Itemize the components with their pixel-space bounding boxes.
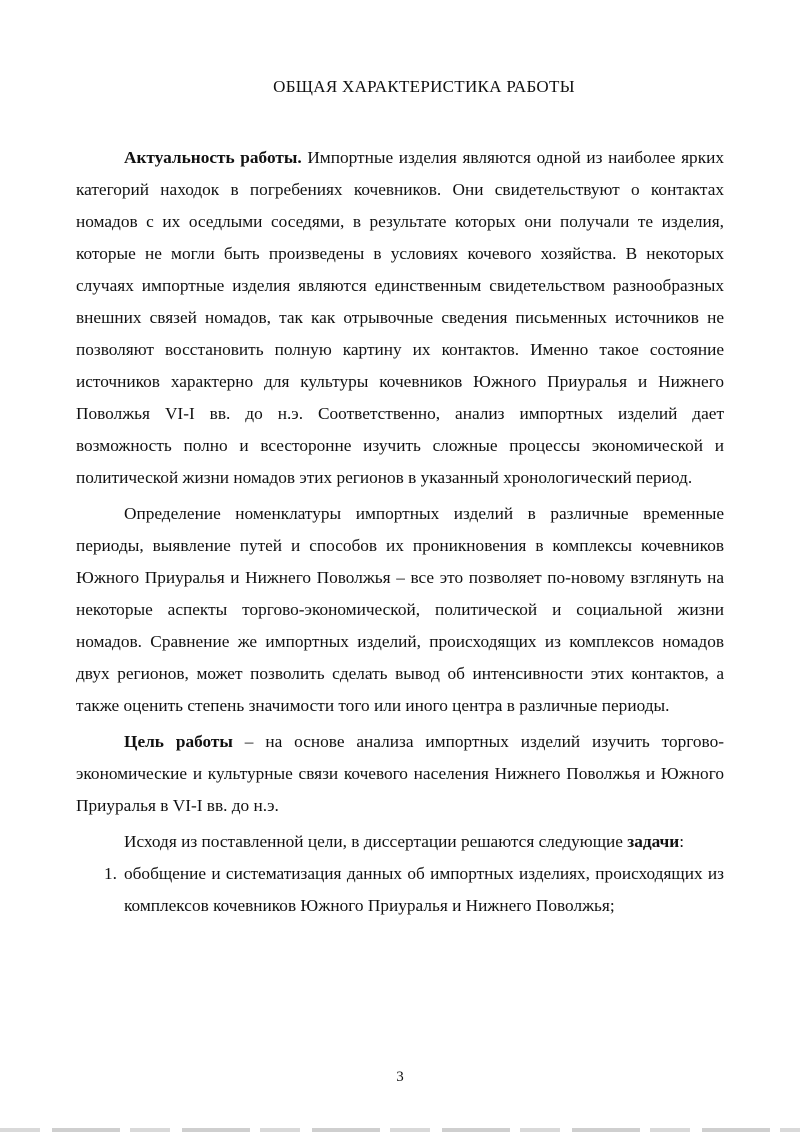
task-number: 1. — [104, 864, 117, 883]
page-number: 3 — [396, 1069, 404, 1085]
nomenclature-text: Определение номенклатуры импортных изделий в различные временные периоды, выявление путей и способов их проникновения в комплексы кочевников Южного Приуралья и Нижнего Поволжья – все это позволяет по-новому взглянуть на некоторые аспекты торгово-экономической, политической и социальной жизни номадов. Сравнение же импортных изделий, происходящих из комплексов номадов двух регионов, может позволить сделать вывод об интенсивности этих контактов, а также оценить степень значимости того или иного центра в различные периоды. — [76, 504, 724, 715]
task-item — [76, 858, 724, 922]
goal-text: – на основе анализа импортных изделий изучить торгово-экономические и культурные связи кочевого населения Нижнего Поволжья и Южного Приуралья в VI-I вв. до н.э. — [76, 732, 724, 815]
paragraph-tasks-intro — [76, 826, 724, 858]
tasks-intro-text: Исходя из поставленной цели, в диссертации решаются следующие — [124, 832, 628, 851]
paragraph-nomenclature — [76, 498, 724, 722]
relevance-text: Импортные изделия являются одной из наиболее ярких категорий находок в погребениях кочевников. Они свидетельствуют о контактах номадов с их оседлыми соседями, в результате которых они получали те изделия, которые не могли быть произведены в условиях кочевого хозяйства. В некоторых случаях импортные изделия являются единственным свидетельством разнообразных внешних связей номадов, так как отрывочные сведения письменных источников не позволяют восстановить полную картину их контактов. Именно такое состояние источников характерно для культуры кочевников Южного Приуралья и Нижнего Поволжья VI-I вв. до н.э. Соответственно, анализ импортных изделий дает возможность полно и всесторонне изучить сложные процессы экономической и политической жизни номадов этих регионов в указанный хронологический период. — [76, 148, 724, 487]
paragraph-relevance — [76, 142, 724, 494]
tasks-label: задачи — [627, 832, 680, 851]
task-text: обобщение и систематизация данных об импортных изделиях, происходящих из комплексов кочевников Южного Приуралья и Нижнего Поволжья; — [124, 864, 724, 915]
tasks-list — [76, 858, 724, 922]
goal-heading: Цель работы — [124, 732, 233, 751]
tasks-colon: : — [679, 832, 685, 851]
relevance-heading: Актуальность работы. — [124, 148, 302, 167]
scan-edge-divider — [0, 1128, 800, 1132]
paragraph-goal — [76, 726, 724, 822]
document-body — [76, 142, 724, 922]
document-title: ОБЩАЯ ХАРАКТЕРИСТИКА РАБОТЫ — [273, 77, 575, 96]
